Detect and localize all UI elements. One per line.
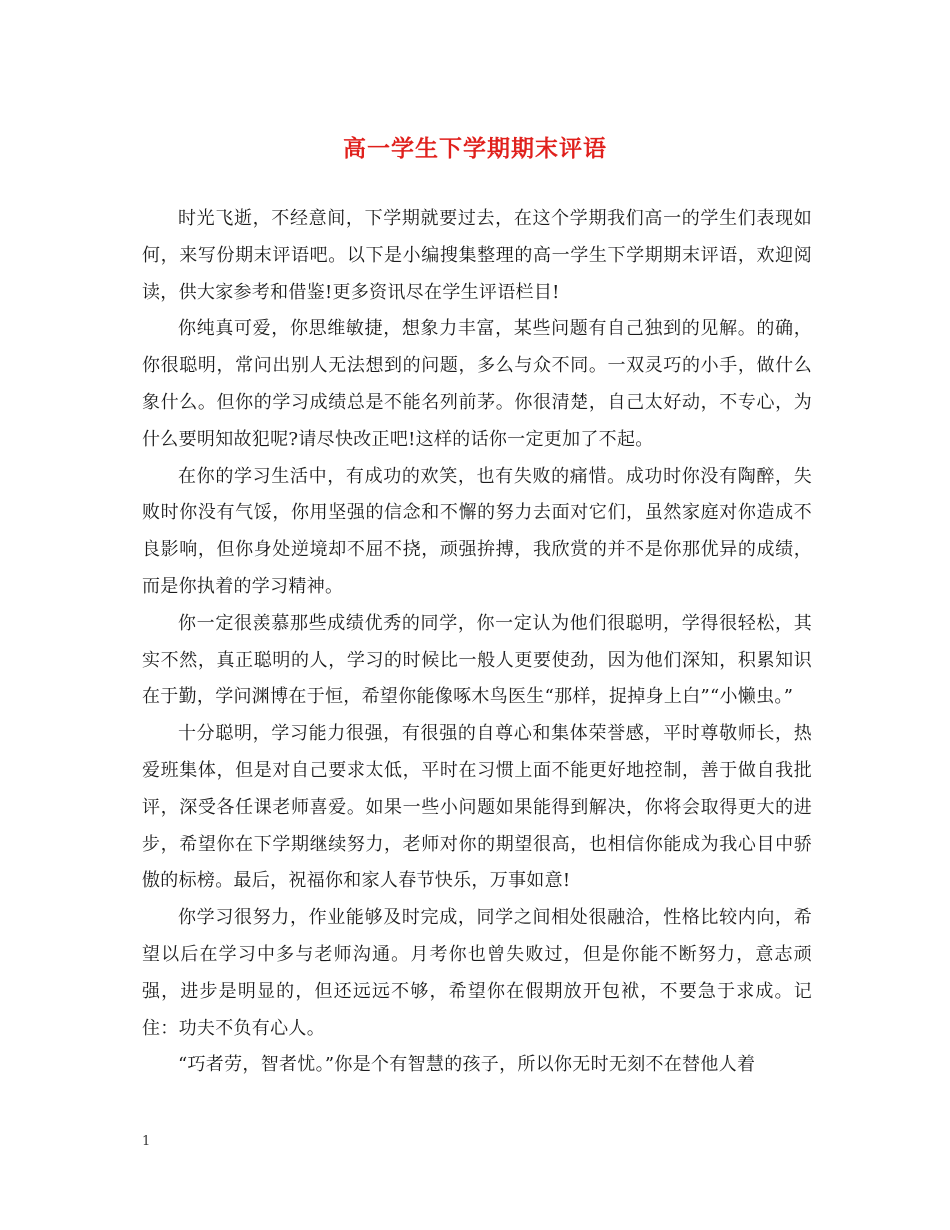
document-title: 高一学生下学期期末评语 xyxy=(343,135,607,162)
paragraph-comment-3: 你一定很羡慕那些成绩优秀的同学，你一定认为他们很聪明，学得很轻松，其实不然，真正聪明的人，学习的时候比一般人更要使劲，因为他们深知，积累知识在于勤，学问渊博在于恒，希望你能像啄木鸟医生“那样，捉掉身上白”“小懒虫。” xyxy=(142,612,812,708)
paragraph-comment-1: 你纯真可爱，你思维敏捷，想象力丰富，某些问题有自己独到的见解。的确，你很聪明，常问出别人无法想到的问题，多么与众不同。一双灵巧的小手，做什么象什么。但你的学习成绩总是不能名列前茅。你很清楚，自己太好动，不专心，为什么要明知故犯呢?请尽快改正吧!这样的话你一定更加了不起。 xyxy=(142,318,812,450)
paragraph-comment-2: 在你的学习生活中，有成功的欢笑，也有失败的痛惜。成功时你没有陶醉，失败时你没有气馁，你用坚强的信念和不懈的努力去面对它们，虽然家庭对你造成不良影响，但你身处逆境却不屈不挠，顽强拚搏，我欣赏的并不是你那优异的成绩，而是你执着的学习精神。 xyxy=(142,465,812,597)
paragraph-comment-5: 你学习很努力，作业能够及时完成，同学之间相处很融洽，性格比较内向，希望以后在学习中多与老师沟通。月考你也曾失败过，但是你能不断努力，意志顽强，进步是明显的，但还远远不够，希望你在假期放开包袱，不要急于求成。记住：功夫不负有心人。 xyxy=(142,907,812,1039)
page-number: 1 xyxy=(142,1134,151,1149)
paragraph-comment-6: “巧者劳，智者忧。”你是个有智慧的孩子，所以你无时无刻不在替他人着 xyxy=(178,1054,756,1076)
paragraph-comment-4: 十分聪明，学习能力很强，有很强的自尊心和集体荣誉感，平时尊敬师长，热爱班集体，但是对自己要求太低，平时在习惯上面不能更好地控制，善于做自我批评，深受各任课老师喜爱。如果一些小问题如果能得到解决，你将会取得更大的进步，希望你在下学期继续努力，老师对你的期望很高，也相信你能成为我心目中骄傲的标榜。最后，祝福你和家人春节快乐，万事如意! xyxy=(142,723,812,892)
document-body xyxy=(142,201,812,1084)
paragraph-intro: 时光飞逝，不经意间，下学期就要过去，在这个学期我们高一的学生们表现如何，来写份期末评语吧。以下是小编搜集整理的高一学生下学期期末评语，欢迎阅读，供大家参考和借鉴!更多资讯尽在学生评语栏目! xyxy=(142,208,812,303)
